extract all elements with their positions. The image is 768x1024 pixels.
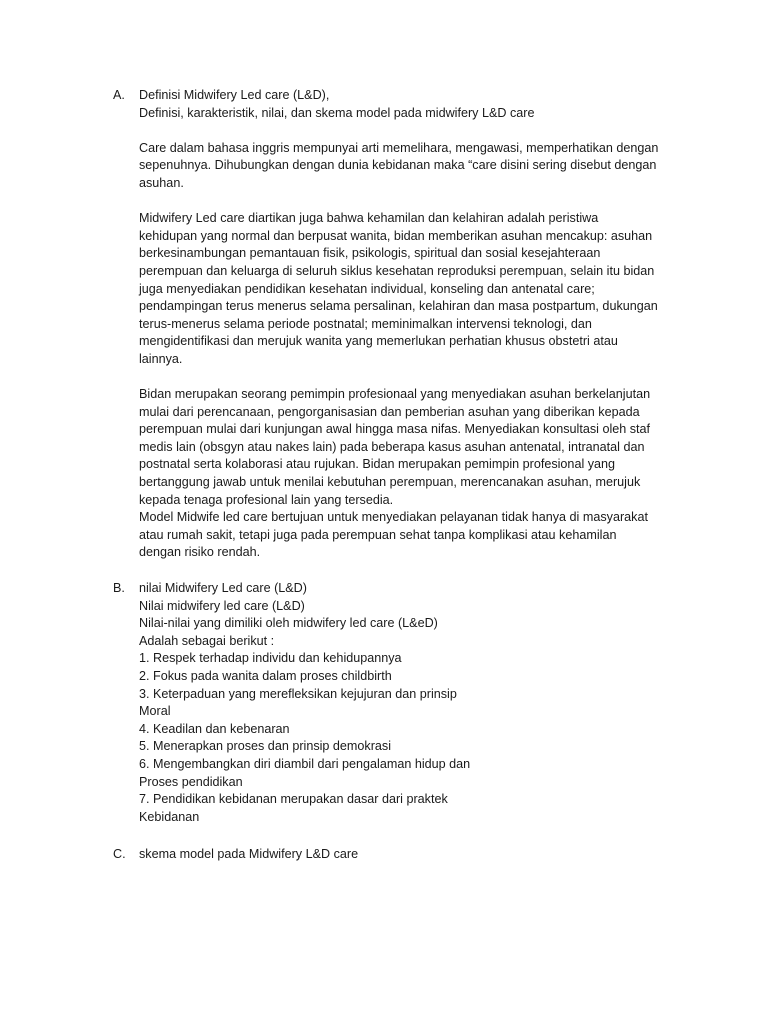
paragraph-line: berkesinambungan pemantauan fisik, psikologis, spiritual dan sosial kesejahteraan xyxy=(139,246,601,261)
section-b-content xyxy=(139,580,673,826)
list-item: 1. Respek terhadap individu dan kehidupannya xyxy=(139,651,402,666)
paragraph-line: atau rumah sakit, tetapi juga pada perempuan sehat tanpa komplikasi atau kehamilan xyxy=(139,527,617,542)
section-b-line: Nilai-nilai yang dimiliki oleh midwifery led care (L&eD) xyxy=(139,616,438,631)
section-b xyxy=(113,580,673,826)
section-a-marker: A. xyxy=(113,88,125,102)
section-c-content xyxy=(139,846,673,864)
paragraph-line: asuhan. xyxy=(139,175,184,190)
paragraph-line: mengidentifikasi dan merujuk wanita yang memerlukan perhatian khusus obstetri atau xyxy=(139,334,618,349)
paragraph-line: mulai dari perencanaan, pengorganisasian dan pemberian asuhan yang diberikan kepada xyxy=(139,404,640,419)
paragraph-midwifery-led-care xyxy=(139,210,673,368)
paragraph-line: dengan risiko rendah. xyxy=(139,545,261,560)
paragraph-line: medis lain (obsgyn atau nakes lain) pada beberapa kasus asuhan antenatal, intranatal dan xyxy=(139,439,645,454)
list-item-continuation: Kebidanan xyxy=(139,809,200,824)
list-item: 5. Menerapkan proses dan prinsip demokrasi xyxy=(139,739,392,754)
paragraph-line: kehidupan yang normal dan berpusat wanita, bidan memberikan asuhan mencakup: asuhan xyxy=(139,228,653,243)
section-b-title: nilai Midwifery Led care (L&D) xyxy=(139,581,307,595)
list-item: 6. Mengembangkan diri diambil dari pengalaman hidup dan xyxy=(139,756,471,771)
paragraph-line: postnatal serta kolaborasi atau rujukan. Bidan merupakan pemimpin profesional yang xyxy=(139,457,616,472)
section-b-line: Adalah sebagai berikut : xyxy=(139,633,275,648)
section-b-marker: B. xyxy=(113,581,125,595)
paragraph-line: Model Midwife led care bertujuan untuk menyediakan pelayanan tidak hanya di masyarakat xyxy=(139,510,648,525)
paragraph-line: pendampingan terus menerus selama persalinan, kelahiran dan masa postpartum, dukungan xyxy=(139,299,658,314)
list-item-continuation: Proses pendidikan xyxy=(139,774,243,789)
section-a-subtitle: Definisi, karakteristik, nilai, dan skema model pada midwifery L&D care xyxy=(139,105,535,120)
paragraph-line: bertanggung jawab untuk menilai kebutuhan perempuan, merencanakan asuhan, merujuk xyxy=(139,475,641,490)
section-c-title: skema model pada Midwifery L&D care xyxy=(139,847,359,861)
paragraph-line: juga menyediakan pendidikan kesehatan individual, konseling dan antenatal care; xyxy=(139,281,595,296)
section-c xyxy=(113,846,673,864)
paragraph-line: Bidan merupakan seorang pemimpin profesionaal yang menyediakan asuhan berkelanjutan xyxy=(139,387,651,402)
section-a-title: Definisi Midwifery Led care (L&D), xyxy=(139,88,330,102)
section-c-marker: C. xyxy=(113,847,126,861)
paragraph-line: kepada tenaga profesional lain yang tersedia. xyxy=(139,492,394,507)
paragraph-line: Midwifery Led care diartikan juga bahwa kehamilan dan kelahiran adalah peristiwa xyxy=(139,211,599,226)
list-item: 4. Keadilan dan kebenaran xyxy=(139,721,290,736)
list-item-continuation: Moral xyxy=(139,704,171,719)
paragraph-line: Care dalam bahasa inggris mempunyai arti memelihara, mengawasi, memperhatikan dengan xyxy=(139,140,659,155)
paragraph-bidan-pemimpin xyxy=(139,386,673,562)
section-a xyxy=(113,87,673,562)
paragraph-line: lainnya. xyxy=(139,351,183,366)
section-b-line: Nilai midwifery led care (L&D) xyxy=(139,598,305,613)
paragraph-line: perempuan dan keluarga di seluruh siklus kesehatan reproduksi perempuan, selain itu bidan xyxy=(139,263,655,278)
section-a-content xyxy=(139,87,673,562)
list-item: 3. Keterpaduan yang merefleksikan kejujuran dan prinsip xyxy=(139,686,457,701)
list-item: 2. Fokus pada wanita dalam proses childbirth xyxy=(139,668,392,683)
paragraph-line: sepenuhnya. Dihubungkan dengan dunia kebidanan maka “care disini sering disebut dengan xyxy=(139,158,657,173)
list-item: 7. Pendidikan kebidanan merupakan dasar dari praktek xyxy=(139,792,448,807)
paragraph-line: terus-menerus selama periode postnatal; meminimalkan intervensi teknologi, dan xyxy=(139,316,592,331)
paragraph-care-definition xyxy=(139,140,673,193)
paragraph-line: perempuan mulai dari kunjungan awal hingga masa nifas. Menyediakan konsultasi oleh staf xyxy=(139,422,651,437)
